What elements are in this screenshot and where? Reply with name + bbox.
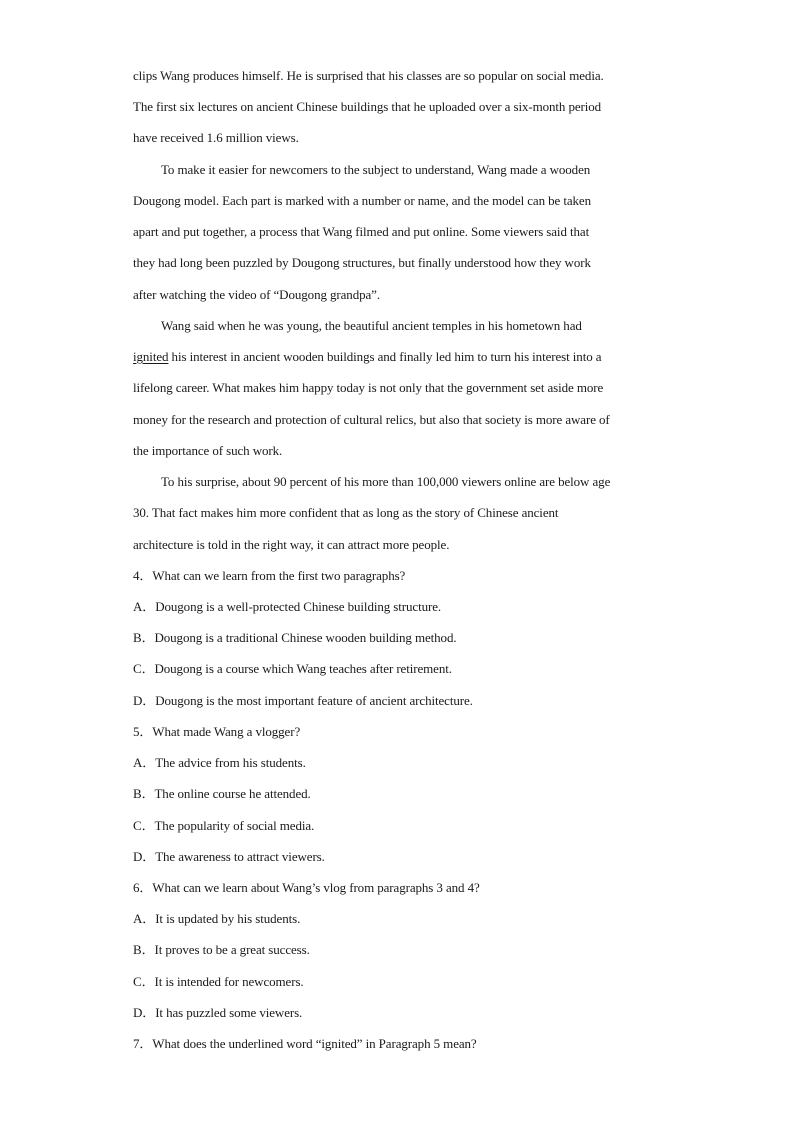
answer-option[interactable]: C．The popularity of social media. bbox=[133, 818, 315, 833]
passage-line: lifelong career. What makes him happy today is not only that the government set aside more bbox=[133, 380, 604, 395]
answer-option[interactable]: B．It proves to be a great success. bbox=[133, 942, 310, 957]
question-stem: 5．What made Wang a vlogger? bbox=[133, 724, 301, 739]
passage-line: money for the research and protection of cultural relics, but also that society is more aware of bbox=[133, 412, 610, 427]
passage-line: the importance of such work. bbox=[133, 443, 283, 458]
answer-option[interactable]: D．The awareness to attract viewers. bbox=[133, 849, 325, 864]
underlined-word: ignited bbox=[133, 349, 169, 364]
answer-option[interactable]: B．The online course he attended. bbox=[133, 786, 311, 801]
passage-line: The first six lectures on ancient Chinese buildings that he uploaded over a six-month period bbox=[133, 99, 602, 114]
passage-line: they had long been puzzled by Dougong structures, but finally understood how they work bbox=[133, 255, 591, 270]
answer-option[interactable]: D．Dougong is the most important feature of ancient architecture. bbox=[133, 693, 473, 708]
answer-option[interactable]: A．The advice from his students. bbox=[133, 755, 306, 770]
passage-line: Dougong model. Each part is marked with a number or name, and the model can be taken bbox=[133, 193, 592, 208]
passage-line: Wang said when he was young, the beautiful ancient temples in his hometown had bbox=[161, 318, 582, 333]
answer-option[interactable]: A．Dougong is a well-protected Chinese building structure. bbox=[133, 599, 442, 614]
passage-line: To his surprise, about 90 percent of his more than 100,000 viewers online are below age bbox=[161, 474, 611, 489]
passage-line: 30. That fact makes him more confident that as long as the story of Chinese ancient bbox=[133, 505, 559, 520]
passage-line bbox=[133, 349, 601, 365]
question-stem: 7．What does the underlined word “ignited” in Paragraph 5 mean? bbox=[133, 1036, 477, 1051]
passage-line: apart and put together, a process that Wang filmed and put online. Some viewers said that bbox=[133, 224, 590, 239]
passage-line: clips Wang produces himself. He is surprised that his classes are so popular on social media. bbox=[133, 68, 604, 83]
answer-option[interactable]: C．Dougong is a course which Wang teaches after retirement. bbox=[133, 661, 452, 676]
passage-line: after watching the video of “Dougong grandpa”. bbox=[133, 287, 381, 302]
passage-line: To make it easier for newcomers to the subject to understand, Wang made a wooden bbox=[161, 162, 591, 177]
passage-line: architecture is told in the right way, it can attract more people. bbox=[133, 537, 450, 552]
passage-line-rest: his interest in ancient wooden buildings and finally led him to turn his interest into a bbox=[168, 349, 602, 364]
answer-option[interactable]: A．It is updated by his students. bbox=[133, 911, 301, 926]
passage-line: have received 1.6 million views. bbox=[133, 130, 299, 145]
answer-option[interactable]: D．It has puzzled some viewers. bbox=[133, 1005, 303, 1020]
question-stem: 4．What can we learn from the first two paragraphs? bbox=[133, 568, 406, 583]
answer-option[interactable]: B．Dougong is a traditional Chinese wooden building method. bbox=[133, 630, 457, 645]
question-stem: 6．What can we learn about Wang’s vlog from paragraphs 3 and 4? bbox=[133, 880, 480, 895]
answer-option[interactable]: C．It is intended for newcomers. bbox=[133, 974, 304, 989]
